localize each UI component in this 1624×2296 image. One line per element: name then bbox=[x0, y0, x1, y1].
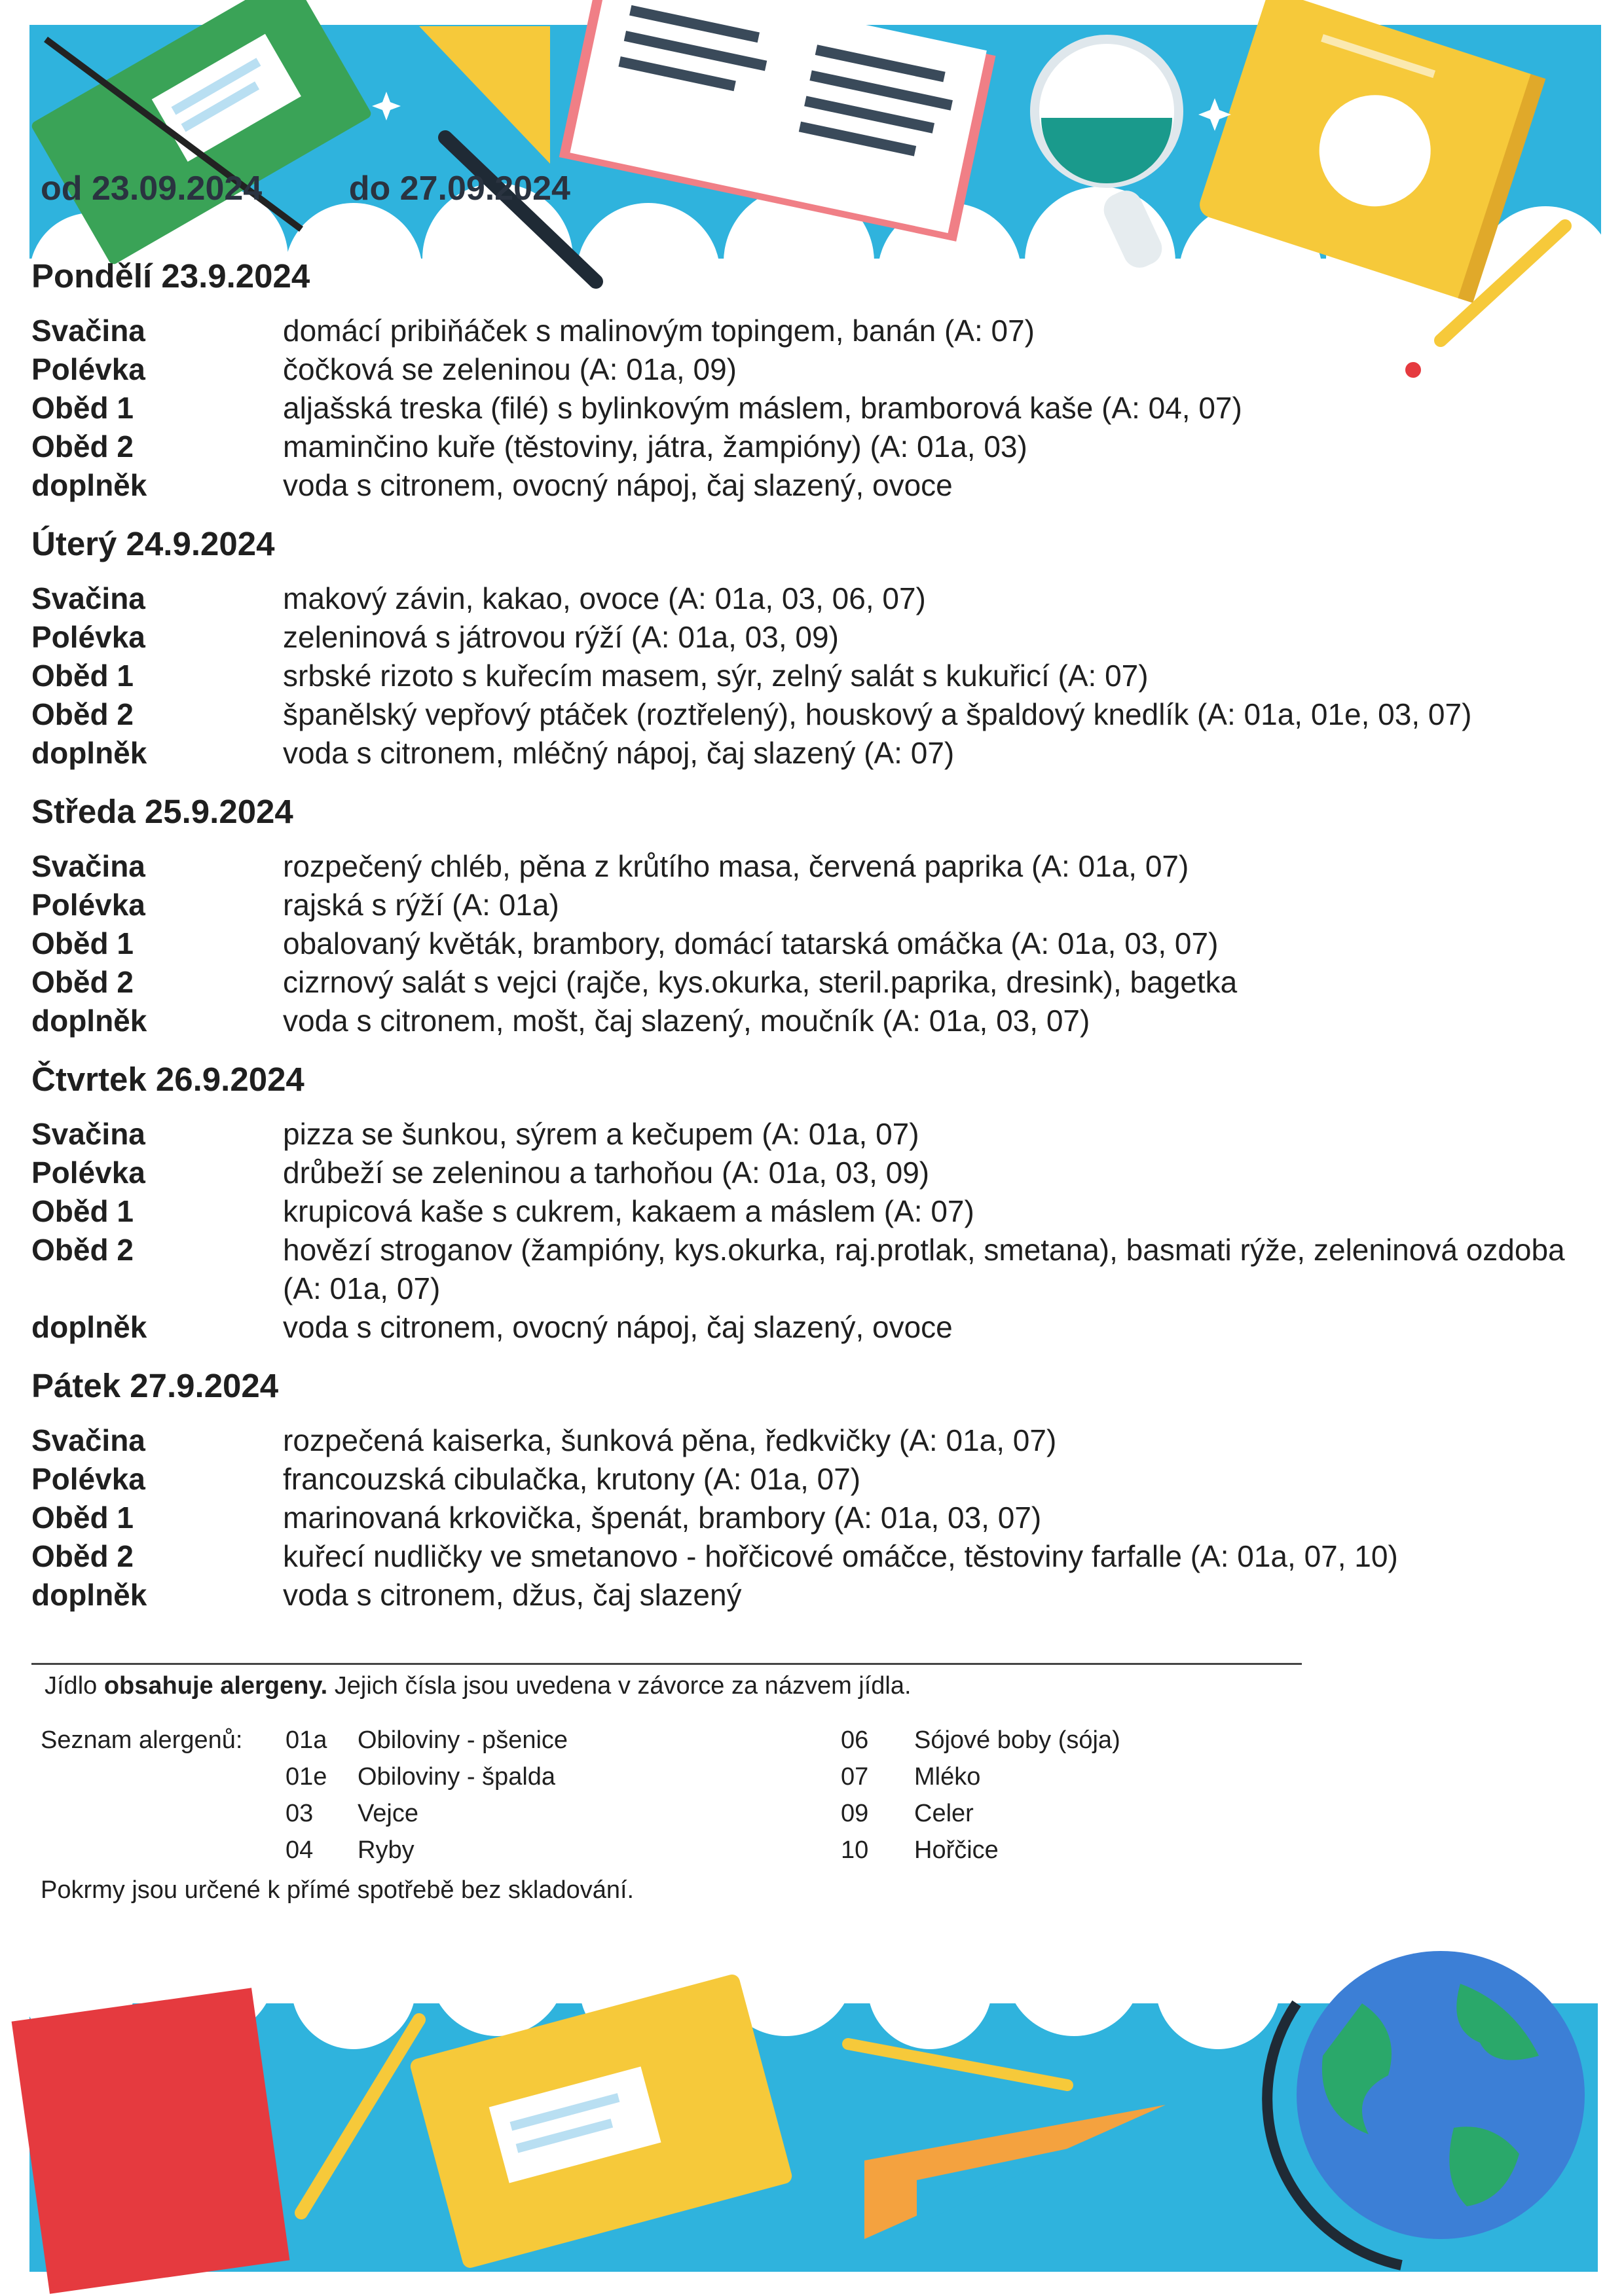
menu-row bbox=[31, 350, 1590, 389]
menu-row bbox=[31, 1002, 1590, 1040]
menu-row bbox=[31, 924, 1590, 963]
meal-label: doplněk bbox=[31, 1578, 147, 1612]
meal-value: rozpečený chléb, pěna z krůtího masa, červená paprika (A: 01a, 07) bbox=[283, 849, 1189, 883]
allergen-code: 03 bbox=[286, 1800, 314, 1827]
menu-row bbox=[31, 847, 1590, 886]
allergen-note bbox=[45, 1669, 912, 1702]
menu-row bbox=[31, 1231, 1590, 1308]
meal-value: voda s citronem, ovocný nápoj, čaj slazený, ovoce bbox=[283, 1310, 953, 1344]
meal-value: rajská s rýží (A: 01a) bbox=[283, 888, 559, 922]
menu-row bbox=[31, 1154, 1590, 1192]
meal-value: francouzská cibulačka, krutony (A: 01a, 07) bbox=[283, 1462, 861, 1496]
allergen-name: Hořčice bbox=[914, 1836, 999, 1864]
allergen-list-left bbox=[286, 1722, 568, 1868]
menu-row bbox=[31, 1460, 1590, 1499]
meal-label: Oběd 2 bbox=[31, 697, 134, 731]
day-title: Úterý 24.9.2024 bbox=[31, 525, 275, 562]
meal-label: Svačina bbox=[31, 1423, 145, 1457]
meal-value: drůbeží se zeleninou a tarhoňou (A: 01a, 03, 09) bbox=[283, 1156, 930, 1190]
allergen-name: Vejce bbox=[358, 1800, 418, 1827]
menu-row bbox=[31, 466, 1590, 505]
meal-label: Polévka bbox=[31, 620, 145, 654]
meal-label: Polévka bbox=[31, 352, 145, 386]
meal-label: Oběd 1 bbox=[31, 391, 134, 425]
day-tuesday bbox=[31, 524, 1590, 773]
meal-value: hovězí stroganov (žampióny, kys.okurka, raj.protlak, smetana), basmati rýže, zeleninová ozdoba (A: 01a, 07) bbox=[283, 1233, 1565, 1305]
meal-value: španělský vepřový ptáček (roztřelený), houskový a špaldový knedlík (A: 01a, 01e, 03, 07) bbox=[283, 697, 1472, 731]
meal-label: Svačina bbox=[31, 581, 145, 615]
allergen-item bbox=[286, 1832, 568, 1868]
allergen-code: 06 bbox=[841, 1726, 869, 1754]
meal-value: aljašská treska (filé) s bylinkovým máslem, bramborová kaše (A: 04, 07) bbox=[283, 391, 1242, 425]
meal-label: Oběd 1 bbox=[31, 1194, 134, 1228]
divider bbox=[31, 1663, 1302, 1665]
meal-label: Svačina bbox=[31, 314, 145, 348]
meal-label: Polévka bbox=[31, 1462, 145, 1496]
meal-value: cizrnový salát s vejci (rajče, kys.okurka, steril.paprika, dresink), bagetka bbox=[283, 965, 1238, 999]
day-title: Čtvrtek 26.9.2024 bbox=[31, 1061, 304, 1098]
storage-note: Pokrmy jsou určené k přímé spotřebě bez skladování. bbox=[41, 1876, 635, 1904]
allergen-code: 07 bbox=[841, 1763, 869, 1791]
meal-label: Svačina bbox=[31, 849, 145, 883]
meal-label: Polévka bbox=[31, 1156, 145, 1190]
menu-row bbox=[31, 1421, 1590, 1460]
day-monday bbox=[31, 257, 1590, 505]
meal-value: srbské rizoto s kuřecím masem, sýr, zelný salát s kukuřicí (A: 07) bbox=[283, 659, 1149, 693]
allergen-list-label: Seznam alergenů: bbox=[41, 1726, 243, 1754]
menu-row bbox=[31, 579, 1590, 618]
meal-label: Oběd 2 bbox=[31, 1539, 134, 1573]
date-to: do 27.09.2024 bbox=[348, 170, 570, 208]
menu-row bbox=[31, 1308, 1590, 1347]
meal-label: Oběd 2 bbox=[31, 965, 134, 999]
menu-row bbox=[31, 734, 1590, 773]
allergen-item bbox=[286, 1722, 568, 1758]
allergen-code: 10 bbox=[841, 1836, 869, 1864]
menu-row bbox=[31, 389, 1590, 428]
meal-label: Oběd 1 bbox=[31, 1501, 134, 1535]
meal-value: zeleninová s játrovou rýží (A: 01a, 03, 09) bbox=[283, 620, 839, 654]
menu-row bbox=[31, 1115, 1590, 1154]
day-title: Pátek 27.9.2024 bbox=[31, 1367, 279, 1404]
menu-row bbox=[31, 1192, 1590, 1231]
allergen-item bbox=[841, 1722, 1120, 1758]
meal-value: voda s citronem, ovocný nápoj, čaj slazený, ovoce bbox=[283, 468, 953, 502]
allergen-item bbox=[841, 1832, 1120, 1868]
meal-label: doplněk bbox=[31, 1310, 147, 1344]
meal-value: krupicová kaše s cukrem, kakaem a máslem (A: 07) bbox=[283, 1194, 974, 1228]
meal-value: maminčino kuře (těstoviny, játra, žampióny) (A: 01a, 03) bbox=[283, 429, 1027, 464]
meal-label: Oběd 2 bbox=[31, 1233, 134, 1267]
allergen-list-right bbox=[841, 1722, 1120, 1868]
meal-value: voda s citronem, mléčný nápoj, čaj slazený (A: 07) bbox=[283, 736, 955, 770]
menu-row bbox=[31, 695, 1590, 734]
day-title: Pondělí 23.9.2024 bbox=[31, 257, 310, 295]
meal-label: doplněk bbox=[31, 736, 147, 770]
meal-value: domácí pribiňáček s malinovým topingem, banán (A: 07) bbox=[283, 314, 1035, 348]
allergen-item bbox=[286, 1795, 568, 1832]
menu-row bbox=[31, 657, 1590, 695]
meal-value: rozpečená kaiserka, šunková pěna, ředkvičky (A: 01a, 07) bbox=[283, 1423, 1057, 1457]
allergen-note-post: Jejich čísla jsou uvedena v závorce za názvem jídla. bbox=[327, 1672, 912, 1700]
meal-value: makový závin, kakao, ovoce (A: 01a, 03, 06, 07) bbox=[283, 581, 926, 615]
meal-label: Polévka bbox=[31, 888, 145, 922]
day-friday bbox=[31, 1366, 1590, 1614]
allergen-name: Ryby bbox=[358, 1836, 415, 1864]
allergen-note-bold: obsahuje alergeny. bbox=[103, 1672, 328, 1700]
allergen-code: 04 bbox=[286, 1836, 314, 1864]
weekly-menu bbox=[31, 257, 1590, 1614]
date-from: od 23.09.2024 bbox=[41, 170, 263, 208]
menu-row bbox=[31, 1576, 1590, 1614]
allergen-code: 01e bbox=[286, 1763, 327, 1791]
meal-value: voda s citronem, džus, čaj slazený bbox=[283, 1578, 742, 1612]
allergen-code: 01a bbox=[286, 1726, 327, 1754]
meal-label: doplněk bbox=[31, 1004, 147, 1038]
day-wednesday bbox=[31, 792, 1590, 1040]
allergen-name: Obiloviny - pšenice bbox=[358, 1726, 568, 1754]
allergen-note-pre: Jídlo bbox=[45, 1672, 104, 1700]
date-range bbox=[41, 169, 570, 208]
menu-row bbox=[31, 312, 1590, 350]
meal-label: Oběd 1 bbox=[31, 926, 134, 960]
allergen-name: Mléko bbox=[914, 1763, 981, 1791]
meal-label: Oběd 2 bbox=[31, 429, 134, 464]
meal-value: marinovaná krkovička, špenát, brambory (A: 01a, 03, 07) bbox=[283, 1501, 1042, 1535]
allergen-name: Obiloviny - špalda bbox=[358, 1763, 556, 1791]
allergen-name: Sójové boby (sója) bbox=[914, 1726, 1120, 1754]
allergen-code: 09 bbox=[841, 1800, 869, 1827]
day-thursday bbox=[31, 1060, 1590, 1347]
allergen-name: Celer bbox=[914, 1800, 974, 1827]
allergen-item bbox=[286, 1758, 568, 1795]
meal-value: čočková se zeleninou (A: 01a, 09) bbox=[283, 352, 737, 386]
meal-value: pizza se šunkou, sýrem a kečupem (A: 01a, 07) bbox=[283, 1117, 919, 1151]
meal-value: obalovaný květák, brambory, domácí tatarská omáčka (A: 01a, 03, 07) bbox=[283, 926, 1219, 960]
menu-row bbox=[31, 618, 1590, 657]
menu-row bbox=[31, 963, 1590, 1002]
menu-row bbox=[31, 1537, 1590, 1576]
meal-label: Oběd 1 bbox=[31, 659, 134, 693]
meal-label: doplněk bbox=[31, 468, 147, 502]
allergen-item bbox=[841, 1758, 1120, 1795]
menu-row bbox=[31, 428, 1590, 466]
meal-value: kuřecí nudličky ve smetanovo - hořčicové omáčce, těstoviny farfalle (A: 01a, 07, 10) bbox=[283, 1539, 1398, 1573]
day-title: Středa 25.9.2024 bbox=[31, 793, 293, 830]
meal-label: Svačina bbox=[31, 1117, 145, 1151]
menu-row bbox=[31, 886, 1590, 924]
allergen-item bbox=[841, 1795, 1120, 1832]
menu-row bbox=[31, 1499, 1590, 1537]
meal-value: voda s citronem, mošt, čaj slazený, moučník (A: 01a, 03, 07) bbox=[283, 1004, 1090, 1038]
